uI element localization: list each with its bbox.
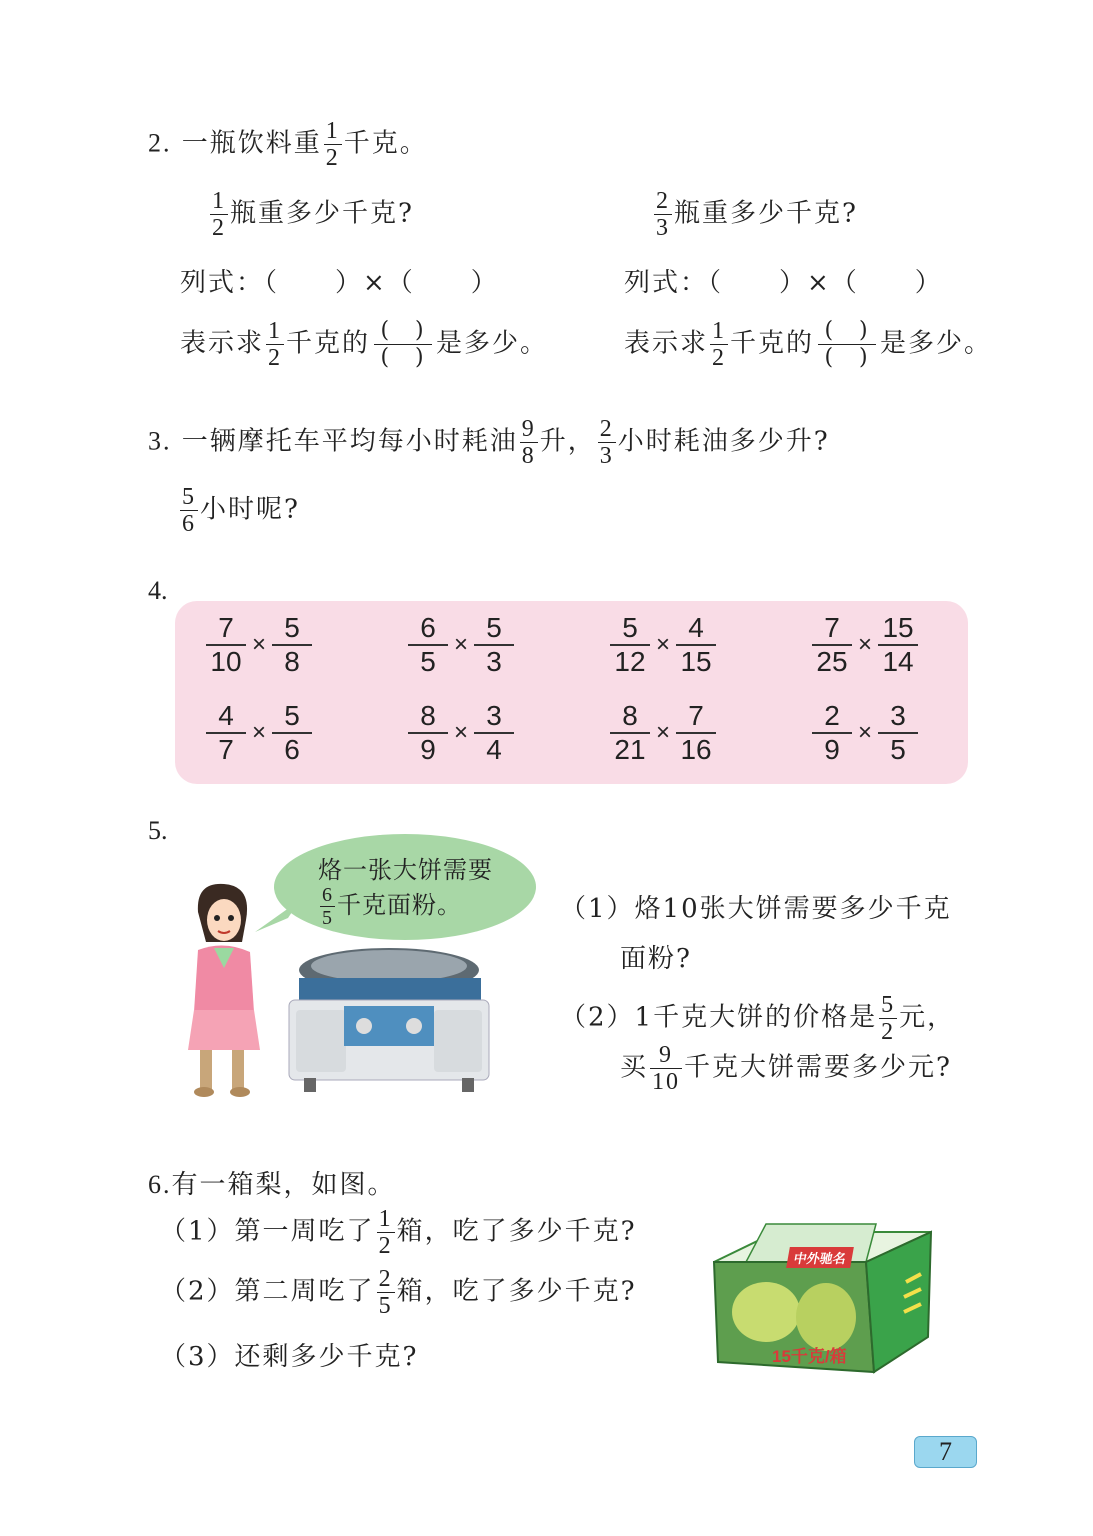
sub-text: 箱，吃了多少千克? [396, 1216, 637, 1247]
answer-blank-fraction[interactable]: $\frac{( )}{( )}$ [374, 318, 432, 371]
q6-text: 有一箱梨，如图。 [171, 1170, 396, 1200]
box-weight-label: 15千克/箱 [772, 1347, 847, 1366]
fraction: $\frac{4}{15}$ [676, 612, 716, 678]
sub-text: 元， [899, 1002, 956, 1033]
sub-label: （3） [160, 1342, 235, 1372]
fraction: $\frac{7}{16}$ [676, 700, 716, 766]
times-sign: × [252, 631, 267, 658]
answer-blank-fraction[interactable]: $\frac{( )}{( )}$ [818, 318, 876, 371]
fraction: $\frac{9}{8}$ [521, 416, 536, 469]
fraction: $\frac{1}{2}$ [268, 318, 283, 371]
sub-label: （1） [160, 1216, 235, 1247]
sub-label: （2） [560, 1002, 635, 1033]
meaning-text: 千克的 [730, 328, 815, 359]
multiplication-item [812, 612, 918, 678]
q5-sub2 [560, 992, 955, 1045]
multiplication-item [610, 700, 716, 766]
q6-number: 6. [148, 1170, 172, 1199]
q2-number: 2. [148, 128, 172, 158]
bubble-text: 千克面粉。 [337, 891, 462, 919]
q2-left-question [208, 188, 414, 241]
sub-text: 1千克大饼的价格是 [634, 1002, 878, 1033]
q4-number: 4. [148, 576, 168, 605]
times-sign: × [858, 719, 873, 746]
fraction: $\frac{5}{6}$ [272, 700, 312, 766]
q3-followup [178, 484, 300, 537]
q2-stem-text-end: 千克。 [343, 128, 428, 159]
q2-right-formula[interactable]: 列式：（ ）×（ ） [624, 268, 943, 298]
sub-text: 箱，吃了多少千克? [396, 1276, 637, 1307]
meaning-text: 表示求 [180, 328, 265, 359]
q3-text: 升， [539, 426, 596, 457]
multiplication-item [206, 612, 312, 678]
fraction: $\frac{15}{14}$ [878, 612, 918, 678]
q2-right-question [652, 188, 858, 241]
fraction: $\frac{1}{2}$ [712, 318, 727, 371]
sub-text: 第二周吃了 [234, 1276, 375, 1307]
multiplication-item [206, 700, 312, 766]
multiplication-item [812, 700, 918, 766]
meaning-text: 是多少。 [436, 328, 549, 359]
box-brand: 中外驰名 [786, 1247, 854, 1268]
bubble-line2 [318, 884, 462, 929]
times-sign: × [656, 719, 671, 746]
fraction: $\frac{2}{3}$ [656, 188, 670, 241]
q5-sub2-cont [620, 1042, 952, 1095]
q3-number: 3. [148, 426, 172, 456]
q6-stem [148, 1164, 396, 1201]
griddle-machine-image [284, 940, 494, 1095]
fraction: $\frac{7}{10}$ [206, 612, 246, 678]
multiplication-item [408, 612, 514, 678]
sub-label: （2） [160, 1276, 235, 1307]
q2-stem-text: 一瓶饮料重 [181, 128, 322, 159]
question-text: 瓶重多少千克? [674, 198, 858, 229]
sub-text: 千克大饼需要多少元? [684, 1052, 952, 1083]
q5-sub1 [560, 888, 952, 925]
q6-sub1 [160, 1206, 637, 1259]
sub-label: （1） [560, 894, 635, 924]
fraction: $\frac{8}{9}$ [408, 700, 448, 766]
meaning-text: 是多少。 [880, 328, 993, 359]
q3-text: 小时耗油多少升? [617, 426, 830, 457]
q2-left-meaning [180, 318, 548, 371]
q2-stem [148, 118, 428, 171]
page-number: 7 [914, 1436, 977, 1468]
fraction: $\frac{2}{3}$ [599, 416, 614, 469]
multiplication-item [610, 612, 716, 678]
times-sign: × [656, 631, 671, 658]
fraction: $\frac{1}{2}$ [378, 1206, 393, 1259]
fraction: $\frac{2}{9}$ [812, 700, 852, 766]
sub-text: 烙10张大饼需要多少千克 [634, 894, 952, 924]
question-text: 瓶重多少千克? [230, 198, 414, 229]
q6-sub3 [160, 1336, 419, 1373]
fraction: $\frac{8}{21}$ [610, 700, 650, 766]
times-sign: × [454, 719, 469, 746]
fraction: $\frac{2}{5}$ [378, 1266, 393, 1319]
sub-text: 还剩多少千克? [234, 1342, 419, 1372]
sub-text: 买 [620, 1052, 649, 1083]
fraction: $\frac{6}{5}$ [408, 612, 448, 678]
fraction: $\frac{6}{5}$ [322, 884, 333, 929]
fraction: $\frac{7}{25}$ [812, 612, 852, 678]
meaning-text: 千克的 [286, 328, 371, 359]
sub-text: 第一周吃了 [234, 1216, 375, 1247]
q3-stem [148, 416, 830, 469]
times-sign: × [858, 631, 873, 658]
q2-left-formula[interactable]: 列式：（ ）×（ ） [180, 268, 499, 298]
q5-number: 5. [148, 816, 168, 845]
fraction: $\frac{9}{10}$ [652, 1042, 681, 1095]
q3-text: 小时呢? [200, 494, 300, 525]
fraction: $\frac{5}{6}$ [182, 484, 196, 537]
fraction: $\frac{5}{12}$ [610, 612, 650, 678]
woman-illustration [184, 882, 264, 1100]
multiplication-item [408, 700, 514, 766]
q5-sub1-cont: 面粉? [620, 944, 692, 974]
fraction: $\frac{5}{2}$ [881, 992, 896, 1045]
fraction: $\frac{4}{7}$ [206, 700, 246, 766]
q3-text: 一辆摩托车平均每小时耗油 [181, 426, 518, 457]
fraction: $\frac{1}{2}$ [325, 118, 340, 171]
fraction: $\frac{1}{2}$ [212, 188, 226, 241]
times-sign: × [252, 719, 267, 746]
fraction: $\frac{5}{8}$ [272, 612, 312, 678]
fraction: $\frac{5}{3}$ [474, 612, 514, 678]
times-sign: × [454, 631, 469, 658]
bubble-line1: 烙一张大饼需要 [318, 856, 493, 884]
q6-sub2 [160, 1266, 637, 1319]
fraction: $\frac{3}{4}$ [474, 700, 514, 766]
fraction: $\frac{3}{5}$ [878, 700, 918, 766]
q2-right-meaning [624, 318, 992, 371]
meaning-text: 表示求 [624, 328, 709, 359]
